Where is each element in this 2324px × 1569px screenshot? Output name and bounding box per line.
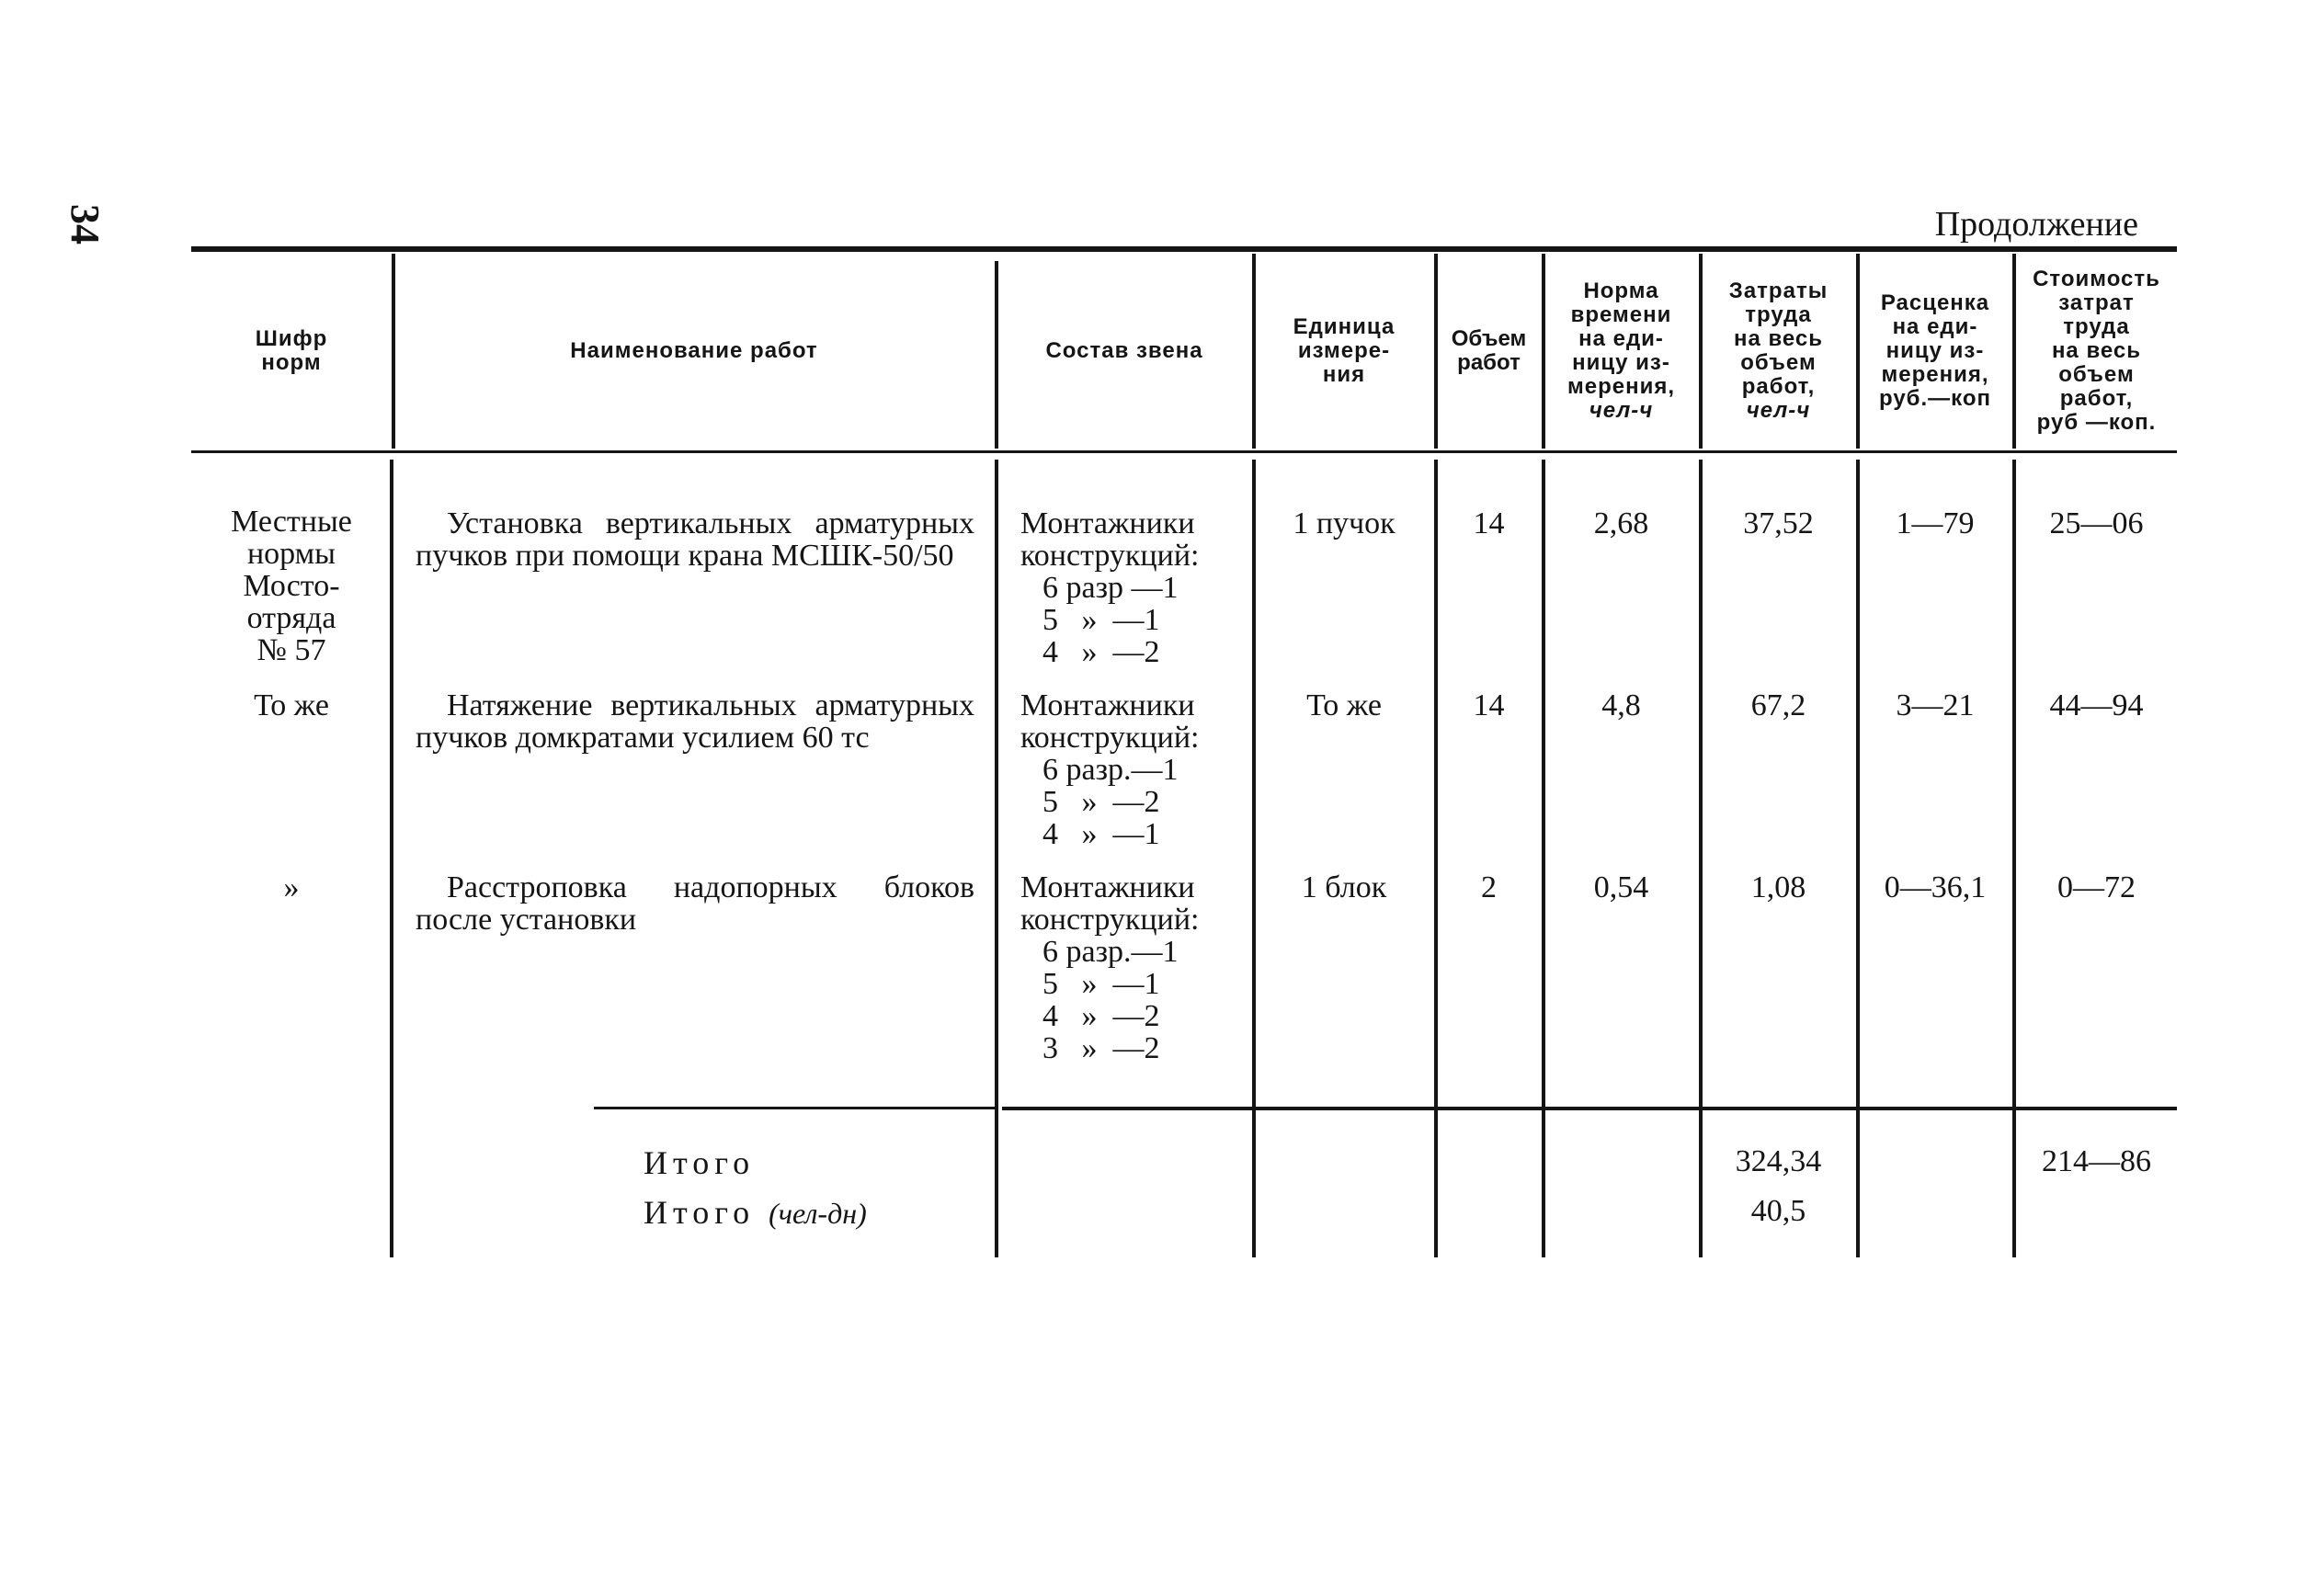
table-row-volume: 14 <box>1473 506 1505 540</box>
header-bottom-rule <box>191 450 2177 453</box>
table-row-rate: 3—21 <box>1896 688 1975 722</box>
table-row-rate: 1—79 <box>1896 506 1975 540</box>
col-divider <box>1434 460 1438 1257</box>
header-norm: Норма времени на еди- ницу из- мерения, чел-ч <box>1566 279 1676 423</box>
table-row-cost: 0—72 <box>2057 870 2136 904</box>
table-row-code: То же <box>254 688 329 722</box>
col-divider <box>390 460 393 1257</box>
header-crew: Состав звена <box>1045 338 1203 363</box>
table-row-cost: 44—94 <box>2049 688 2144 722</box>
table-row-unit: То же <box>1306 688 1382 722</box>
table-row-norm: 0,54 <box>1593 870 1649 904</box>
table-row-labor: 37,52 <box>1743 506 1814 540</box>
col-divider <box>2012 460 2016 1257</box>
table-top-rule <box>191 246 2177 252</box>
total-days-unit: (чел-дн) <box>769 1197 867 1230</box>
header-name: Наименование работ <box>570 338 818 363</box>
page-number: 34 <box>63 204 108 244</box>
table-row-name: Расстроповка надопорных блоков после установки <box>416 870 974 937</box>
table-row-crew: Монтажники конструкций: 6 разр.—1 5 » —2 4 » —1 <box>1020 688 1200 851</box>
total-days-labor: 40,5 <box>1750 1194 1806 1228</box>
col-divider <box>1699 460 1703 1257</box>
total-cost: 214—86 <box>2042 1144 2151 1178</box>
table-row-name: Натяжение вертикальных арматурных пучков домкратами усилием 60 тс <box>416 688 974 755</box>
col-divider <box>995 460 998 1257</box>
total-label: Итого <box>644 1144 756 1181</box>
table-row-rate: 0—36,1 <box>1884 870 1987 904</box>
col-divider <box>1542 460 1545 1257</box>
table-row-name: Установка вертикальных арматурных пучков при помощи крана МСШК-50/50 <box>416 506 974 573</box>
total-labor: 324,34 <box>1735 1144 1822 1178</box>
col-divider <box>1252 460 1256 1257</box>
header-cost: Стоимость затрат труда на весь объем работ, руб —коп. <box>2033 267 2160 435</box>
totals-rule-left <box>594 1107 995 1109</box>
table-row-labor: 67,2 <box>1750 688 1806 722</box>
table-row-norm: 2,68 <box>1593 506 1649 540</box>
header-unit: Единица измере- ния <box>1293 314 1396 387</box>
header-code: Шифр норм <box>255 326 328 375</box>
table-row-labor: 1,08 <box>1750 870 1806 904</box>
table-row-unit: 1 пучок <box>1293 506 1396 540</box>
table-row-unit: 1 блок <box>1301 870 1387 904</box>
table-row-volume: 14 <box>1473 688 1505 722</box>
totals-rule-right <box>1002 1107 2177 1110</box>
table-row-crew: Монтажники конструкций: 6 разр.—1 5 » —1 4 » —2 3 » —2 <box>1020 870 1200 1065</box>
table-row-crew: Монтажники конструкций: 6 разр —1 5 » —1 4 » —2 <box>1020 506 1200 669</box>
table-row-code: » <box>283 870 300 904</box>
header-volume: Объем работ <box>1451 326 1527 375</box>
table-row-volume: 2 <box>1481 870 1497 904</box>
table-row-cost: 25—06 <box>2049 506 2144 540</box>
header-labor: Затраты труда на весь объем работ, чел-ч <box>1728 279 1828 423</box>
header-rate: Расценка на еди- ницу из- мерения, руб.—коп <box>1878 290 1992 411</box>
continuation-label: Продолжение <box>1934 205 2138 244</box>
col-divider <box>1856 460 1860 1257</box>
table-row-code: Местные нормы Мосто- отряда № 57 <box>231 505 352 667</box>
table-row-norm: 4,8 <box>1601 688 1641 722</box>
total-days-label: Итого (чел-дн) <box>644 1194 867 1231</box>
